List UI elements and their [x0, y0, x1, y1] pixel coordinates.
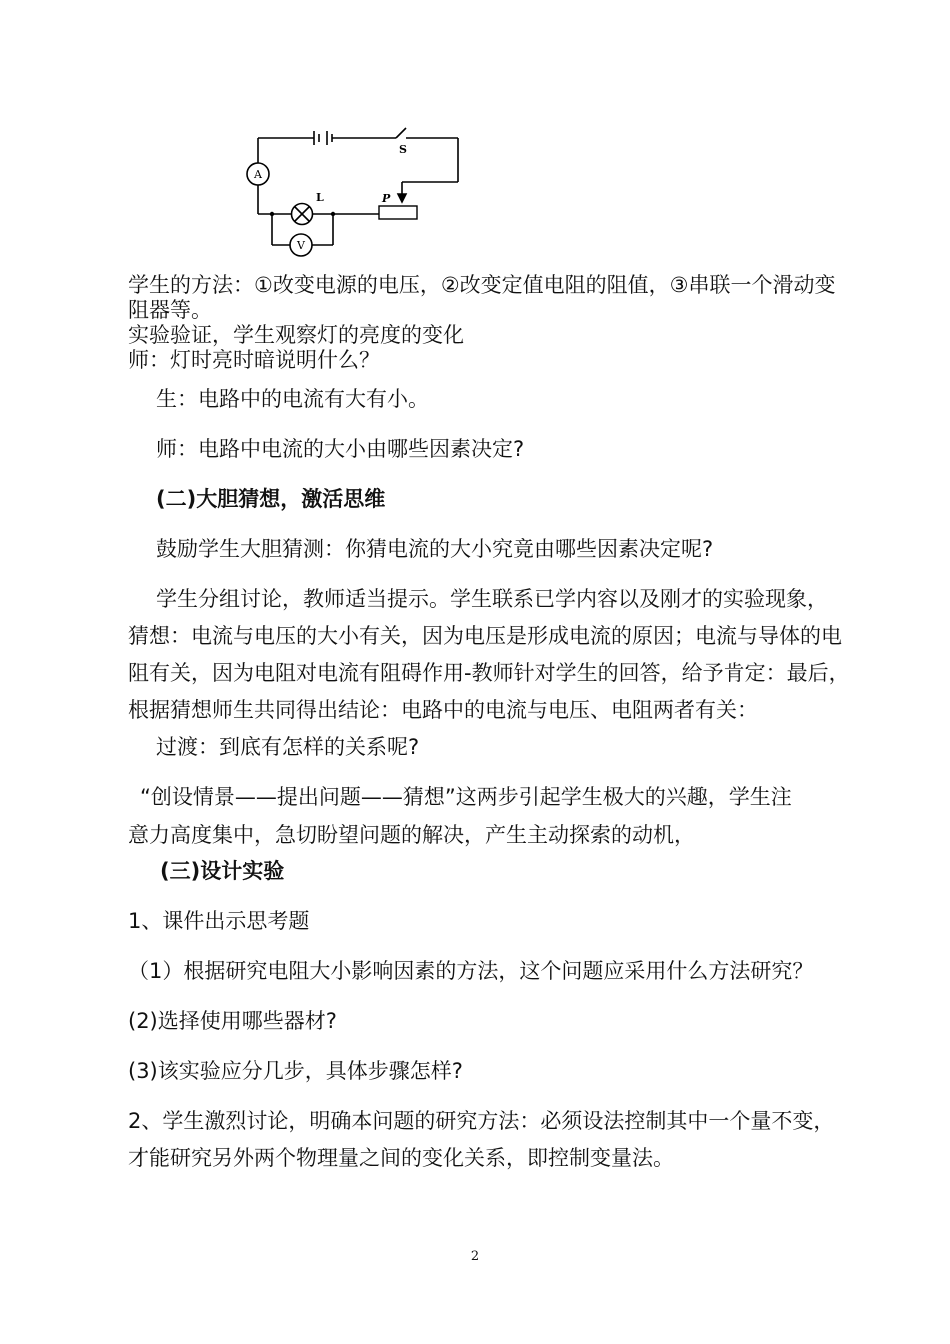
- paragraph-line: (3)该实验应分几步，具体步骤怎样?: [128, 1059, 463, 1083]
- switch-label: S: [399, 143, 407, 156]
- paragraph-line: 实验验证，学生观察灯的亮度的变化: [128, 323, 464, 347]
- paragraph-line: 意力高度集中，急切盼望问题的解决，产生主动探索的动机，: [128, 823, 695, 847]
- paragraph-line: 猜想：电流与电压的大小有关，因为电压是形成电流的原因；电流与导体的电: [128, 624, 842, 648]
- paragraph-line: 才能研究另外两个物理量之间的变化关系，即控制变量法。: [128, 1146, 674, 1170]
- paragraph-line: 阻有关，因为电阻对电流有阻碍作用-教师针对学生的回答，给予肯定：最后，: [128, 661, 850, 685]
- paragraph-line: 阻器等。: [128, 298, 212, 322]
- circuit-diagram: [236, 126, 468, 266]
- paragraph-line: 学生的方法：①改变电源的电压，②改变定值电阻的阻值，③串联一个滑动变: [128, 273, 836, 297]
- voltmeter-label: V: [297, 239, 305, 252]
- ammeter-label: A: [254, 168, 262, 181]
- paragraph-line: 2、学生激烈讨论，明确本问题的研究方法：必须设法控制其中一个量不变，: [128, 1109, 835, 1133]
- paragraph-line: 师：灯时亮时暗说明什么？: [128, 348, 380, 372]
- slider-label: P: [382, 192, 391, 205]
- section-heading: (二)大胆猜想，激活思维: [156, 487, 386, 511]
- paragraph-line: 鼓励学生大胆猜测：你猜电流的大小究竟由哪些因素决定呢?: [156, 537, 714, 561]
- paragraph-line: 生：电路中的电流有大有小。: [156, 387, 429, 411]
- paragraph-line: 1、课件出示思考题: [128, 909, 310, 933]
- paragraph-line: 根据猜想师生共同得出结论：电路中的电流与电压、电阻两者有关：: [128, 698, 758, 722]
- paragraph-line: “创设情景——提出问题——猜想”这两步引起学生极大的兴趣，学生注: [140, 785, 792, 809]
- page-number: 2: [470, 1249, 480, 1264]
- lamp-label: L: [316, 191, 324, 204]
- paragraph-line: （1）根据研究电阻大小影响因素的方法，这个问题应采用什么方法研究？: [128, 959, 814, 983]
- paragraph-line: (2)选择使用哪些器材?: [128, 1009, 337, 1033]
- paragraph-line: 学生分组讨论，教师适当提示。学生联系已学内容以及刚才的实验现象，: [156, 587, 828, 611]
- section-heading: (三)设计实验: [160, 859, 285, 883]
- paragraph-line: 师：电路中电流的大小由哪些因素决定?: [156, 437, 525, 461]
- paragraph-line: 过渡：到底有怎样的关系呢?: [156, 735, 420, 759]
